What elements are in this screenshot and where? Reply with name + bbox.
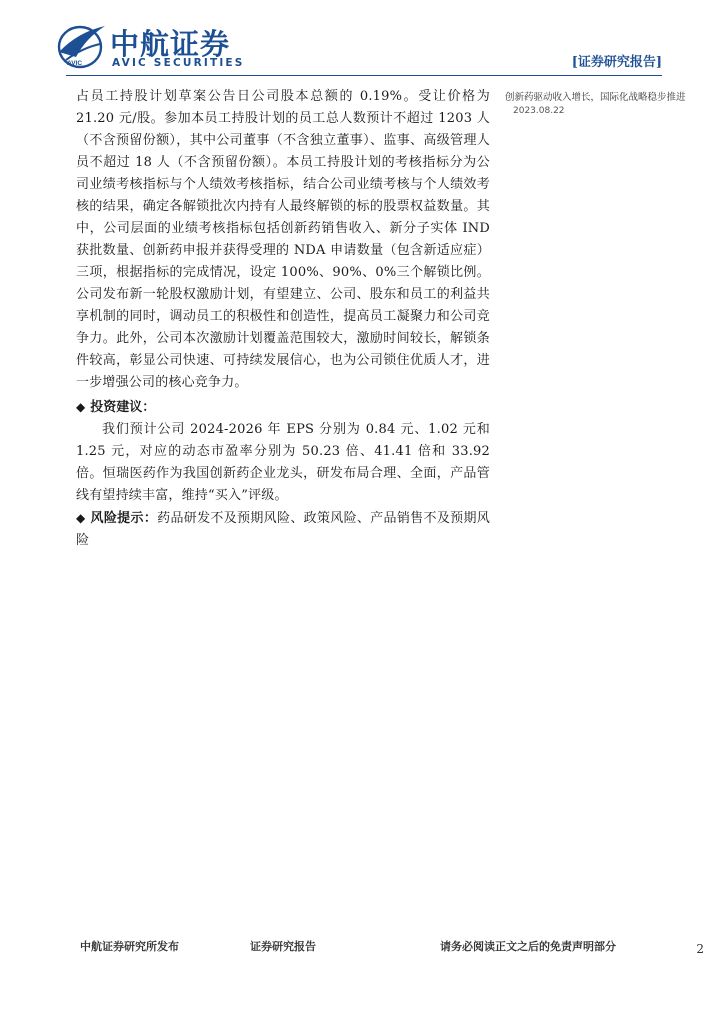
avic-emblem-icon (56, 22, 108, 72)
page-footer (80, 938, 704, 956)
diamond-bullet-icon: ◆ (76, 400, 86, 414)
report-type-tag: [证券研究报告] (571, 55, 662, 70)
logo-english-name: AVIC SECURITIES (112, 57, 245, 69)
svg-text:AVIC: AVIC (67, 60, 83, 67)
company-logo (56, 22, 256, 72)
body-paragraph: 占员工持股计划草案公告日公司股本总额的 0.19%。受让价格为 21.20 元/股。参加本员工持股计划的员工总人数预计不超过 1203 人（不含预留份额），其中公司董事（不含独立董事）、监事、高级管理人员不超过 18 人（不含预留份额）。本员工持股计划的考核指标分为公司业绩考核指标与个人绩效考核指标，结合公司业绩考核与个人绩效考核的结果，确定各解锁批次内持有人最终解锁的标的股票权益数量。其中，公司层面的业绩考核指标包括创新药销售收入、新分子实体 IND 获批数量、创新药申报并获得受理的 NDA 申请数量（包含新适应症）三项，根据指标的完成情况，设定 100%、90%、0%三个解锁比例。公司发布新一轮股权激励计划，有望建立、公司、股东和员工的利益共享机制的同时，调动员工的积极性和创造性，提高员工凝聚力和公司竞争力。此外，公司本次激励计划覆盖范围较大，激励时间较长，解锁条件较高，彰显公司快速、可持续发展信心，也为公司锁住优质人才，进一步增强公司的核心竞争力。 (76, 89, 490, 390)
page-number: 2 (696, 942, 704, 956)
header-divider (66, 75, 662, 76)
investment-advice-heading (76, 396, 490, 419)
diamond-bullet-icon: ◆ (76, 511, 86, 525)
risk-text: 药品研发不及预期风险、政策风险、产品销售不及预期风险 (76, 511, 490, 548)
risk-heading: 风险提示： (90, 511, 158, 526)
logo-chinese-name: 中航证券 (110, 27, 231, 61)
report-running-title: 创新药驱动收入增长，国际化战略稳步推进 (505, 92, 686, 103)
main-content (76, 86, 490, 552)
footer-publisher: 中航证券研究所发布 (80, 940, 179, 953)
footer-doc-type: 证券研究报告 (250, 940, 316, 953)
footer-disclaimer: 请务必阅读正文之后的免责声明部分 (440, 940, 616, 953)
report-date: 2023.08.22 (513, 106, 565, 116)
investment-advice-label: 投资建议： (90, 400, 156, 415)
investment-advice-paragraph: 我们预计公司 2024-2026 年 EPS 分别为 0.84 元、1.02 元和 1.25 元，对应的动态市盈率分别为 50.23 倍、41.41 倍和 33.92 倍。恒瑞医药作为我国创新药企业龙头，研发布局合理、全面，产品管线有望持续丰富，维持“买入”评级。 (76, 422, 490, 503)
risk-paragraph (76, 507, 490, 552)
